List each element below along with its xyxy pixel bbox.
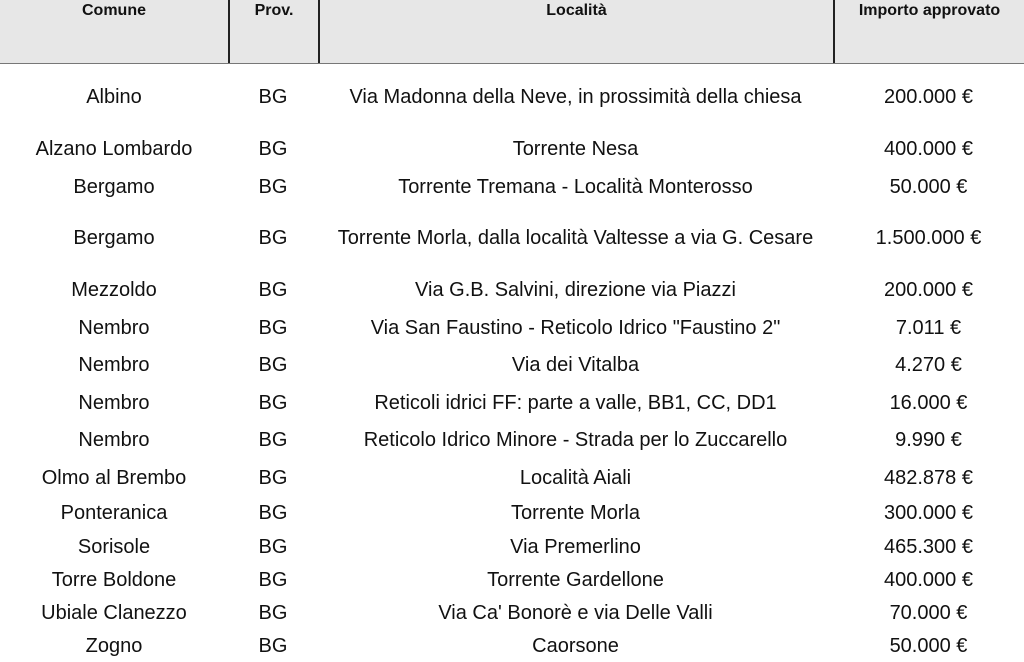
- cell-importo: 50.000 €: [889, 634, 968, 657]
- header-importo: Importo approvato: [833, 0, 1024, 63]
- table-row: [0, 130, 1024, 168]
- cell-prov: BG: [258, 634, 288, 657]
- cell-importo: 1.500.000 €: [875, 227, 982, 249]
- cell-importo: 4.270 €: [895, 354, 962, 376]
- cell-prov: BG: [258, 601, 288, 624]
- cell-importo: 16.000 €: [889, 391, 968, 414]
- header-localita: Località: [318, 0, 833, 63]
- cell-localita: Torrente Morla, dalla località Valtesse a via G. Cesare: [337, 227, 814, 249]
- cell-prov: BG: [258, 429, 288, 451]
- cell-prov: BG: [258, 316, 288, 339]
- cell-prov: BG: [258, 227, 288, 249]
- cell-localita: Caorsone: [532, 634, 619, 657]
- cell-comune: Nembro: [78, 391, 150, 414]
- cell-comune: Nembro: [78, 316, 150, 339]
- cell-localita: Reticoli idrici FF: parte a valle, BB1, CC, DD1: [374, 391, 777, 414]
- cell-localita: Torrente Tremana - Località Monterosso: [398, 175, 753, 198]
- cell-comune: Olmo al Brembo: [41, 466, 187, 489]
- cell-comune: Torre Boldone: [51, 568, 177, 591]
- cell-localita: Torrente Gardellone: [487, 568, 664, 591]
- cell-comune: Sorisole: [77, 535, 151, 558]
- cell-prov: BG: [258, 391, 288, 414]
- cell-localita: Via G.B. Salvini, direzione via Piazzi: [415, 279, 736, 301]
- cell-comune: Albino: [86, 86, 142, 108]
- cell-comune: Mezzoldo: [71, 279, 157, 301]
- cell-prov: BG: [258, 138, 288, 160]
- table-row: [0, 530, 1024, 563]
- table-row: [0, 309, 1024, 346]
- header-comune: Comune: [82, 2, 146, 19]
- cell-prov: BG: [258, 568, 288, 591]
- cell-comune: Alzano Lombardo: [35, 138, 193, 160]
- cell-comune: Zogno: [85, 634, 143, 657]
- table-header: [0, 0, 1024, 64]
- cell-prov: BG: [258, 466, 288, 489]
- table-row: [0, 64, 1024, 130]
- cell-localita: Via Ca' Bonorè e via Delle Valli: [438, 601, 713, 624]
- table-row: [0, 168, 1024, 205]
- cell-importo: 200.000 €: [884, 279, 973, 301]
- cell-importo: 9.990 €: [895, 429, 962, 451]
- cell-importo: 400.000 €: [884, 568, 973, 591]
- header-prov: Prov.: [228, 0, 318, 63]
- cell-importo: 300.000 €: [884, 502, 973, 524]
- table-row: [0, 596, 1024, 629]
- table-row: [0, 346, 1024, 384]
- cell-prov: BG: [258, 86, 288, 108]
- table-row: [0, 496, 1024, 530]
- cell-importo: 50.000 €: [889, 175, 968, 198]
- cell-localita: Torrente Morla: [511, 502, 640, 524]
- table-body: [0, 64, 1024, 662]
- cell-prov: BG: [258, 535, 288, 558]
- cell-comune: Bergamo: [73, 175, 155, 198]
- cell-comune: Ubiale Clanezzo: [41, 601, 187, 624]
- cell-comune: Nembro: [78, 354, 150, 376]
- cell-prov: BG: [258, 502, 288, 524]
- cell-localita: Località Aiali: [519, 466, 632, 489]
- cell-localita: Via dei Vitalba: [511, 354, 640, 376]
- cell-comune: Nembro: [78, 429, 150, 451]
- cell-importo: 465.300 €: [884, 535, 973, 558]
- cell-comune: Ponteranica: [60, 502, 168, 524]
- cell-localita: Via Premerlino: [510, 535, 641, 558]
- cell-localita: Via Madonna della Neve, in prossimità della chiesa: [349, 86, 802, 108]
- table-row: [0, 205, 1024, 271]
- table-row: [0, 421, 1024, 459]
- table-row: [0, 459, 1024, 496]
- cell-localita: Via San Faustino - Reticolo Idrico "Faustino 2": [370, 316, 781, 339]
- cell-localita: Reticolo Idrico Minore - Strada per lo Zuccarello: [363, 429, 788, 451]
- cell-prov: BG: [258, 279, 288, 301]
- cell-importo: 7.011 €: [895, 316, 962, 339]
- cell-importo: 482.878 €: [884, 466, 973, 489]
- table-row: [0, 563, 1024, 596]
- cell-localita: Torrente Nesa: [512, 138, 639, 160]
- table-row: [0, 629, 1024, 662]
- table-row: [0, 271, 1024, 309]
- cell-prov: BG: [258, 354, 288, 376]
- cell-importo: 400.000 €: [884, 138, 973, 160]
- cell-comune: Bergamo: [73, 227, 155, 249]
- cell-importo: 70.000 €: [889, 601, 968, 624]
- cell-importo: 200.000 €: [884, 86, 973, 108]
- cell-prov: BG: [258, 175, 288, 198]
- table-row: [0, 384, 1024, 421]
